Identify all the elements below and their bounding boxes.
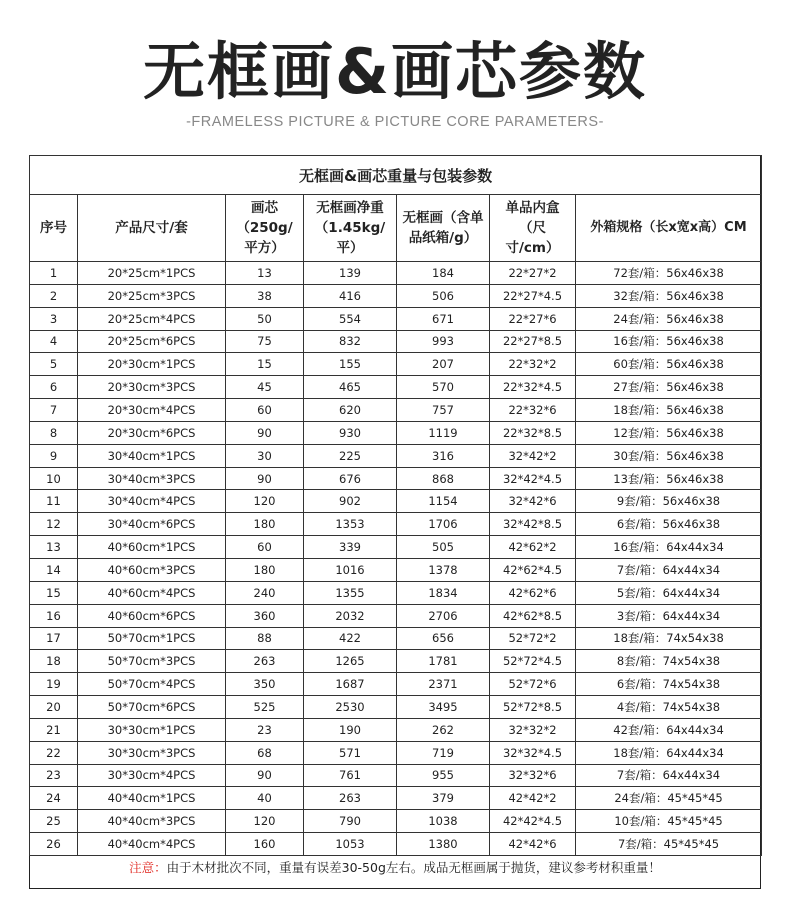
table-row bbox=[30, 650, 762, 673]
table-cell: 1355 bbox=[304, 581, 397, 604]
table-cell: 40*60cm*6PCS bbox=[78, 604, 226, 627]
table-cell: 22*27*2 bbox=[490, 262, 576, 285]
table-row bbox=[30, 764, 762, 787]
table-cell: 6套/箱：74x54x38 bbox=[576, 673, 762, 696]
table-row bbox=[30, 741, 762, 764]
table-cell: 2032 bbox=[304, 604, 397, 627]
table-cell: 422 bbox=[304, 627, 397, 650]
header-outer-carton: 外箱规格（长x宽x高）CM bbox=[576, 195, 762, 262]
table-cell: 30*40cm*1PCS bbox=[78, 444, 226, 467]
table-cell: 180 bbox=[226, 513, 304, 536]
table-cell: 22*32*8.5 bbox=[490, 421, 576, 444]
table-cell: 20*25cm*3PCS bbox=[78, 284, 226, 307]
table-cell: 21 bbox=[30, 718, 78, 741]
table-cell: 1 bbox=[30, 262, 78, 285]
table-cell: 9套/箱：56x46x38 bbox=[576, 490, 762, 513]
table-cell: 42*42*6 bbox=[490, 833, 576, 856]
table-cell: 416 bbox=[304, 284, 397, 307]
table-cell: 22*27*8.5 bbox=[490, 330, 576, 353]
header-size: 产品尺寸/套 bbox=[78, 195, 226, 262]
header-net-weight: 无框画净重（1.45kg/平） bbox=[304, 195, 397, 262]
table-cell: 4套/箱：74x54x38 bbox=[576, 696, 762, 719]
table-cell: 15 bbox=[226, 353, 304, 376]
table-cell: 22*32*6 bbox=[490, 399, 576, 422]
table-cell: 13 bbox=[226, 262, 304, 285]
table-cell: 40*60cm*1PCS bbox=[78, 536, 226, 559]
table-cell: 42*62*2 bbox=[490, 536, 576, 559]
table-cell: 719 bbox=[397, 741, 490, 764]
page-title: 无框画&画芯参数 bbox=[142, 35, 648, 108]
table-cell: 350 bbox=[226, 673, 304, 696]
table-cell: 72套/箱：56x46x38 bbox=[576, 262, 762, 285]
table-cell: 22*32*2 bbox=[490, 353, 576, 376]
table-cell: 9 bbox=[30, 444, 78, 467]
table-cell: 7 bbox=[30, 399, 78, 422]
table-cell: 6套/箱：56x46x38 bbox=[576, 513, 762, 536]
table-cell: 1687 bbox=[304, 673, 397, 696]
table-cell: 14 bbox=[30, 558, 78, 581]
table-cell: 42*62*8.5 bbox=[490, 604, 576, 627]
table-cell: 139 bbox=[304, 262, 397, 285]
table-cell: 90 bbox=[226, 467, 304, 490]
table-cell: 1834 bbox=[397, 581, 490, 604]
table-cell: 7套/箱：64x44x34 bbox=[576, 558, 762, 581]
table-cell: 5套/箱：64x44x34 bbox=[576, 581, 762, 604]
table-cell: 50*70cm*4PCS bbox=[78, 673, 226, 696]
header-inner-box: 单品内盒（尺寸/cm） bbox=[490, 195, 576, 262]
table-cell: 22*27*6 bbox=[490, 307, 576, 330]
table-cell: 5 bbox=[30, 353, 78, 376]
table-cell: 30*40cm*4PCS bbox=[78, 490, 226, 513]
table-row bbox=[30, 627, 762, 650]
table-cell: 18 bbox=[30, 650, 78, 673]
table-cell: 868 bbox=[397, 467, 490, 490]
table-cell: 32*42*2 bbox=[490, 444, 576, 467]
header-boxed-weight: 无框画（含单品纸箱/g） bbox=[397, 195, 490, 262]
table-cell: 42*42*2 bbox=[490, 787, 576, 810]
table-cell: 8 bbox=[30, 421, 78, 444]
table-cell: 18套/箱：64x44x34 bbox=[576, 741, 762, 764]
table-cell: 360 bbox=[226, 604, 304, 627]
table-cell: 160 bbox=[226, 833, 304, 856]
table-cell: 50*70cm*1PCS bbox=[78, 627, 226, 650]
table-cell: 52*72*8.5 bbox=[490, 696, 576, 719]
table-cell: 24套/箱：45*45*45 bbox=[576, 787, 762, 810]
table-cell: 30*30cm*4PCS bbox=[78, 764, 226, 787]
table-cell: 30 bbox=[226, 444, 304, 467]
table-cell: 240 bbox=[226, 581, 304, 604]
table-cell: 3495 bbox=[397, 696, 490, 719]
table-cell: 1380 bbox=[397, 833, 490, 856]
table-cell: 32*32*2 bbox=[490, 718, 576, 741]
table-cell: 27套/箱：56x46x38 bbox=[576, 376, 762, 399]
table-cell: 30*40cm*3PCS bbox=[78, 467, 226, 490]
table-cell: 24 bbox=[30, 787, 78, 810]
table-cell: 263 bbox=[226, 650, 304, 673]
table-cell: 465 bbox=[304, 376, 397, 399]
table-cell: 52*72*4.5 bbox=[490, 650, 576, 673]
table-cell: 506 bbox=[397, 284, 490, 307]
table-cell: 32*42*4.5 bbox=[490, 467, 576, 490]
table-cell: 554 bbox=[304, 307, 397, 330]
table-cell: 32套/箱：56x46x38 bbox=[576, 284, 762, 307]
table-cell: 20*30cm*3PCS bbox=[78, 376, 226, 399]
table-cell: 525 bbox=[226, 696, 304, 719]
table-cell: 316 bbox=[397, 444, 490, 467]
table-cell: 790 bbox=[304, 810, 397, 833]
table-row bbox=[30, 581, 762, 604]
table-cell: 676 bbox=[304, 467, 397, 490]
table-cell: 7套/箱：64x44x34 bbox=[576, 764, 762, 787]
table-cell: 184 bbox=[397, 262, 490, 285]
table-cell: 42*62*4.5 bbox=[490, 558, 576, 581]
table-row bbox=[30, 810, 762, 833]
table-caption: 无框画&画芯重量与包装参数 bbox=[30, 156, 762, 195]
table-cell: 24套/箱：56x46x38 bbox=[576, 307, 762, 330]
table-cell: 10 bbox=[30, 467, 78, 490]
table-cell: 10套/箱：45*45*45 bbox=[576, 810, 762, 833]
parameters-table bbox=[29, 155, 762, 856]
table-cell: 18套/箱：74x54x38 bbox=[576, 627, 762, 650]
table-cell: 52*72*2 bbox=[490, 627, 576, 650]
table-cell: 505 bbox=[397, 536, 490, 559]
table-row bbox=[30, 467, 762, 490]
table-cell: 19 bbox=[30, 673, 78, 696]
table-cell: 23 bbox=[30, 764, 78, 787]
table-cell: 3 bbox=[30, 307, 78, 330]
table-row bbox=[30, 284, 762, 307]
table-cell: 40 bbox=[226, 787, 304, 810]
table-cell: 2530 bbox=[304, 696, 397, 719]
table-cell: 190 bbox=[304, 718, 397, 741]
table-cell: 225 bbox=[304, 444, 397, 467]
table-cell: 45 bbox=[226, 376, 304, 399]
table-cell: 1378 bbox=[397, 558, 490, 581]
table-cell: 50*70cm*6PCS bbox=[78, 696, 226, 719]
table-cell: 207 bbox=[397, 353, 490, 376]
table-cell: 2 bbox=[30, 284, 78, 307]
table-cell: 13套/箱：56x46x38 bbox=[576, 467, 762, 490]
table-cell: 22*27*4.5 bbox=[490, 284, 576, 307]
table-cell: 32*42*6 bbox=[490, 490, 576, 513]
table-row bbox=[30, 604, 762, 627]
table-cell: 22*32*4.5 bbox=[490, 376, 576, 399]
table-cell: 26 bbox=[30, 833, 78, 856]
table-cell: 42*42*4.5 bbox=[490, 810, 576, 833]
table-cell: 902 bbox=[304, 490, 397, 513]
table-cell: 757 bbox=[397, 399, 490, 422]
table-cell: 42套/箱：64x44x34 bbox=[576, 718, 762, 741]
table-cell: 1038 bbox=[397, 810, 490, 833]
table-cell: 90 bbox=[226, 421, 304, 444]
table-cell: 42*62*6 bbox=[490, 581, 576, 604]
table-cell: 11 bbox=[30, 490, 78, 513]
table-cell: 620 bbox=[304, 399, 397, 422]
table-cell: 30套/箱：56x46x38 bbox=[576, 444, 762, 467]
table-cell: 32*32*4.5 bbox=[490, 741, 576, 764]
table-cell: 32*42*8.5 bbox=[490, 513, 576, 536]
table-cell: 4 bbox=[30, 330, 78, 353]
page-subtitle: -FRAMELESS PICTURE & PICTURE CORE PARAMETERS- bbox=[186, 114, 604, 130]
table-cell: 20*30cm*1PCS bbox=[78, 353, 226, 376]
table-cell: 40*40cm*4PCS bbox=[78, 833, 226, 856]
table-cell: 50 bbox=[226, 307, 304, 330]
table-row bbox=[30, 262, 762, 285]
table-cell: 120 bbox=[226, 810, 304, 833]
table-cell: 30*30cm*1PCS bbox=[78, 718, 226, 741]
table-row bbox=[30, 558, 762, 581]
table-row bbox=[30, 399, 762, 422]
table-cell: 570 bbox=[397, 376, 490, 399]
table-cell: 20*30cm*4PCS bbox=[78, 399, 226, 422]
note bbox=[29, 846, 761, 889]
table-cell: 1706 bbox=[397, 513, 490, 536]
table-cell: 23 bbox=[226, 718, 304, 741]
table-row bbox=[30, 421, 762, 444]
table-cell: 30*40cm*6PCS bbox=[78, 513, 226, 536]
table-body bbox=[30, 262, 762, 856]
table-cell: 2371 bbox=[397, 673, 490, 696]
header-core-weight: 画芯（250g/平方） bbox=[226, 195, 304, 262]
note-label: 注意： bbox=[129, 860, 167, 875]
table-cell: 20*30cm*6PCS bbox=[78, 421, 226, 444]
table-cell: 15 bbox=[30, 581, 78, 604]
table-cell: 60 bbox=[226, 536, 304, 559]
table-cell: 7套/箱：45*45*45 bbox=[576, 833, 762, 856]
table-cell: 1265 bbox=[304, 650, 397, 673]
table-cell: 8套/箱：74x54x38 bbox=[576, 650, 762, 673]
table-cell: 955 bbox=[397, 764, 490, 787]
table-cell: 263 bbox=[304, 787, 397, 810]
table-cell: 1119 bbox=[397, 421, 490, 444]
table-cell: 930 bbox=[304, 421, 397, 444]
table-cell: 262 bbox=[397, 718, 490, 741]
table-cell: 155 bbox=[304, 353, 397, 376]
table-cell: 993 bbox=[397, 330, 490, 353]
table-cell: 379 bbox=[397, 787, 490, 810]
table-cell: 16套/箱：64x44x34 bbox=[576, 536, 762, 559]
table-cell: 120 bbox=[226, 490, 304, 513]
table-cell: 20 bbox=[30, 696, 78, 719]
table-row bbox=[30, 376, 762, 399]
table-row bbox=[30, 536, 762, 559]
table-cell: 6 bbox=[30, 376, 78, 399]
table-cell: 1053 bbox=[304, 833, 397, 856]
table-row bbox=[30, 673, 762, 696]
table-cell: 1781 bbox=[397, 650, 490, 673]
table-cell: 13 bbox=[30, 536, 78, 559]
table-row bbox=[30, 513, 762, 536]
table-cell: 88 bbox=[226, 627, 304, 650]
table-cell: 17 bbox=[30, 627, 78, 650]
table-cell: 671 bbox=[397, 307, 490, 330]
table-row bbox=[30, 490, 762, 513]
table-cell: 1016 bbox=[304, 558, 397, 581]
table-cell: 16套/箱：56x46x38 bbox=[576, 330, 762, 353]
table-row bbox=[30, 307, 762, 330]
table-cell: 75 bbox=[226, 330, 304, 353]
table-cell: 38 bbox=[226, 284, 304, 307]
table-cell: 52*72*6 bbox=[490, 673, 576, 696]
table-cell: 1353 bbox=[304, 513, 397, 536]
table-cell: 40*60cm*3PCS bbox=[78, 558, 226, 581]
table-cell: 20*25cm*6PCS bbox=[78, 330, 226, 353]
note-text: 由于木材批次不同，重量有误差30-50g左右。成品无框画属于抛货，建议参考材积重量！ bbox=[166, 860, 661, 875]
table-cell: 25 bbox=[30, 810, 78, 833]
table-cell: 571 bbox=[304, 741, 397, 764]
table-cell: 22 bbox=[30, 741, 78, 764]
header-index: 序号 bbox=[30, 195, 78, 262]
table-cell: 832 bbox=[304, 330, 397, 353]
table-row bbox=[30, 353, 762, 376]
table-cell: 30*30cm*3PCS bbox=[78, 741, 226, 764]
table-row bbox=[30, 696, 762, 719]
table-cell: 16 bbox=[30, 604, 78, 627]
table-row bbox=[30, 444, 762, 467]
table-cell: 40*60cm*4PCS bbox=[78, 581, 226, 604]
table-cell: 90 bbox=[226, 764, 304, 787]
table-cell: 656 bbox=[397, 627, 490, 650]
table-cell: 40*40cm*1PCS bbox=[78, 787, 226, 810]
table-row bbox=[30, 787, 762, 810]
table-cell: 60 bbox=[226, 399, 304, 422]
table-cell: 20*25cm*4PCS bbox=[78, 307, 226, 330]
table-cell: 339 bbox=[304, 536, 397, 559]
table-cell: 12 bbox=[30, 513, 78, 536]
table-cell: 20*25cm*1PCS bbox=[78, 262, 226, 285]
table-cell: 2706 bbox=[397, 604, 490, 627]
table-cell: 60套/箱：56x46x38 bbox=[576, 353, 762, 376]
table-cell: 1154 bbox=[397, 490, 490, 513]
table-cell: 3套/箱：64x44x34 bbox=[576, 604, 762, 627]
table-cell: 12套/箱：56x46x38 bbox=[576, 421, 762, 444]
table-cell: 180 bbox=[226, 558, 304, 581]
table-cell: 68 bbox=[226, 741, 304, 764]
table-row bbox=[30, 718, 762, 741]
table-row bbox=[30, 330, 762, 353]
table-cell: 32*32*6 bbox=[490, 764, 576, 787]
table-cell: 18套/箱：56x46x38 bbox=[576, 399, 762, 422]
table-cell: 761 bbox=[304, 764, 397, 787]
table-cell: 50*70cm*3PCS bbox=[78, 650, 226, 673]
table-cell: 40*40cm*3PCS bbox=[78, 810, 226, 833]
